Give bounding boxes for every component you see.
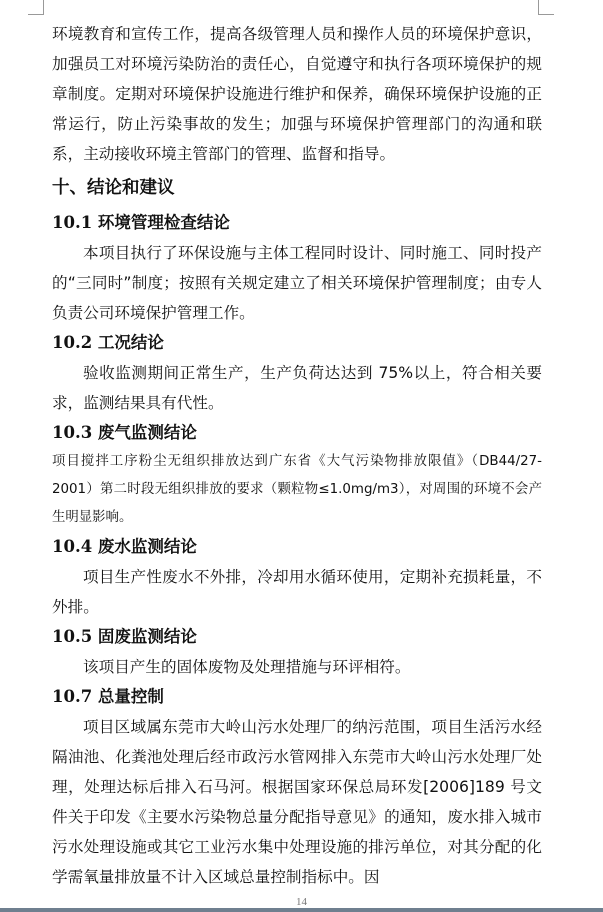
heading: 10.4 废水监测结论	[52, 537, 197, 556]
body-paragraph: 环境教育和宣传工作，提高各级管理人员和操作人员的环境保护意识，加强员工对环境污染防治的责任心，自觉遵守和执行各项环境保护的规章制度。定期对环境保护设施进行维护和保养，确保环境保护设施的正常运行，防止污染事故的发生；加强与环境保护管理部门的沟通和联系，主动接收环境主管部门的管理、监督和指导。	[52, 25, 542, 163]
section-10-4	[52, 532, 542, 622]
paragraph: 该项目产生的固体废物及处理措施与环评相符。	[83, 658, 411, 676]
section-10-1	[52, 208, 542, 328]
paragraph: 验收监测期间正常生产，生产负荷达达到 75%以上，符合相关要求，监测结果具有代性。	[52, 364, 542, 412]
section-title: 十、结论和建议	[52, 178, 175, 198]
document-body	[52, 0, 542, 892]
heading: 10.2 工况结论	[52, 333, 164, 352]
section-10-7	[52, 682, 542, 892]
section-10-5	[52, 622, 542, 682]
section-10-3	[52, 418, 542, 532]
heading: 10.3 废气监测结论	[52, 423, 197, 442]
section-10-2	[52, 328, 542, 418]
heading: 10.7 总量控制	[52, 687, 164, 706]
heading: 10.1 环境管理检查结论	[52, 213, 230, 232]
page-number: 14	[296, 896, 307, 908]
page-footer	[0, 896, 603, 912]
heading: 10.5 固废监测结论	[52, 627, 197, 646]
paragraph: 本项目执行了环保设施与主体工程同时设计、同时施工、同时投产的“三同时”制度；按照有关规定建立了相关环境保护管理制度；由专人负责公司环境保护管理工作。	[52, 244, 542, 322]
paragraph: 项目生产性废水不外排，冷却用水循环使用，定期补充损耗量，不外排。	[52, 568, 542, 616]
paragraph: 项目区域属东莞市大岭山污水处理厂的纳污范围，项目生活污水经隔油池、化粪池处理后经市政污水管网排入东莞市大岭山污水处理厂处理，处理达标后排入石马河。根据国家环保总局环发[2006]189 号文件关于印发《主要水污染物总量分配指导意见》的通知，废水排入城市污水处理设施或其它工业污水集中处理设施的排污单位，对其分配的化学需氧量排放量不计入区域总量控制指标中。因	[52, 718, 542, 886]
paragraph: 项目搅拌工序粉尘无组织排放达到广东省《大气污染物排放限值》（DB44/27-2001）第二时段无组织排放的要求（颗粒物≤1.0mg/m3），对周围的环境不会产生明显影响。	[52, 454, 542, 525]
corner-mark-left	[28, 0, 44, 15]
page-separator	[0, 908, 603, 912]
